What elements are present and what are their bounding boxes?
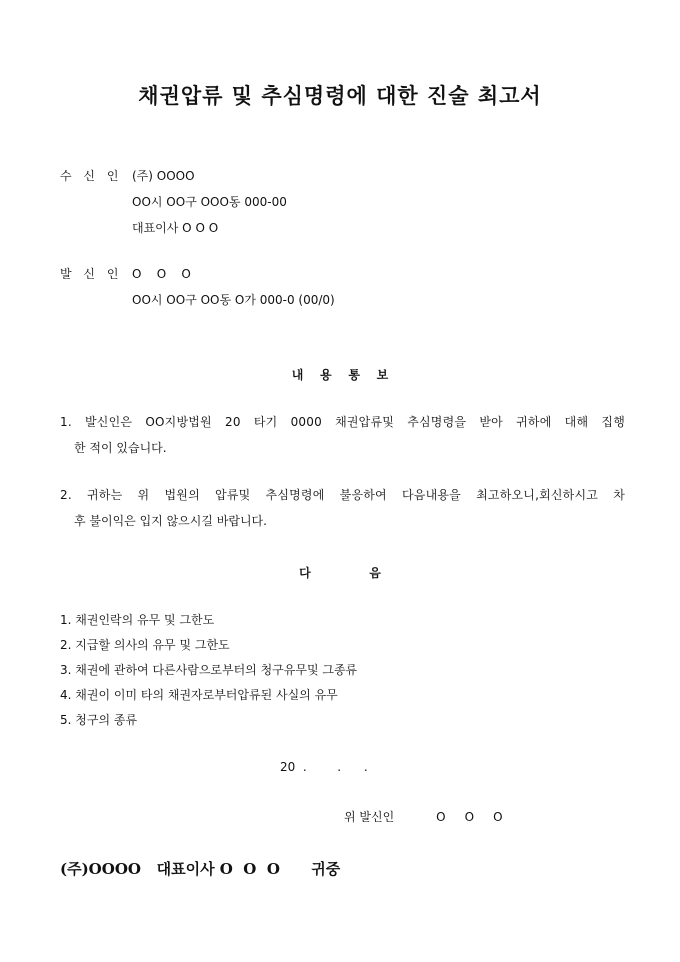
list-item: 5. 청구의 종류: [60, 713, 138, 727]
details-list: [60, 608, 357, 733]
recipient-label: 수 신 인: [60, 169, 123, 183]
list-item: 3. 채권에 관하여 다른사람으로부터의 청구유무및 그종류: [60, 663, 358, 677]
sender-address: OO시 OO구 OO동 O가 000-0 (00/0): [132, 293, 335, 307]
sender-label: 발 신 인: [60, 267, 123, 281]
list-item: 1. 채권인락의 유무 및 그한도: [60, 613, 215, 627]
list-item: 2. 지급할 의사의 유무 및 그한도: [60, 638, 230, 652]
paragraph-1-line-1: 1. 발신인은 OO지방법원 20 타기 0000 채권압류및 추심명령을 받아 귀하에 대해 집행: [60, 415, 625, 429]
recipient-ceo: 대표이사 O O O: [132, 221, 219, 235]
sender-name: O O O: [132, 267, 191, 281]
document-title: 채권압류 및 추심명령에 대한 진술 최고서: [138, 83, 542, 108]
paragraph-2-line-2: 후 불이익은 입지 않으시길 바랍니다.: [74, 514, 267, 528]
recipient-name: (주) OOOO: [132, 169, 195, 183]
date-line: 20 . . .: [280, 760, 368, 774]
sender-lines: [132, 261, 335, 313]
notice-heading: 내 용 통 보: [291, 368, 389, 382]
details-heading: 다 음: [299, 566, 381, 580]
sender-signature-line: 위 발신인 O O O: [344, 810, 503, 824]
paragraph-1: [60, 409, 625, 461]
addressee-line: (주)OOOO 대표이사 O O O 귀중: [60, 860, 341, 878]
recipient-lines: [132, 163, 287, 241]
paragraph-1-line-2: 한 적이 있습니다.: [74, 441, 167, 455]
recipient-address: OO시 OO구 OOO동 000-00: [132, 195, 287, 209]
paragraph-2: [60, 482, 625, 534]
list-item: 4. 채권이 이미 타의 채권자로부터압류된 사실의 유무: [60, 688, 338, 702]
paragraph-2-line-1: 2. 귀하는 위 법원의 압류및 추심명령에 불응하여 다음내용을 최고하오니,회신하시고 차: [60, 488, 625, 502]
